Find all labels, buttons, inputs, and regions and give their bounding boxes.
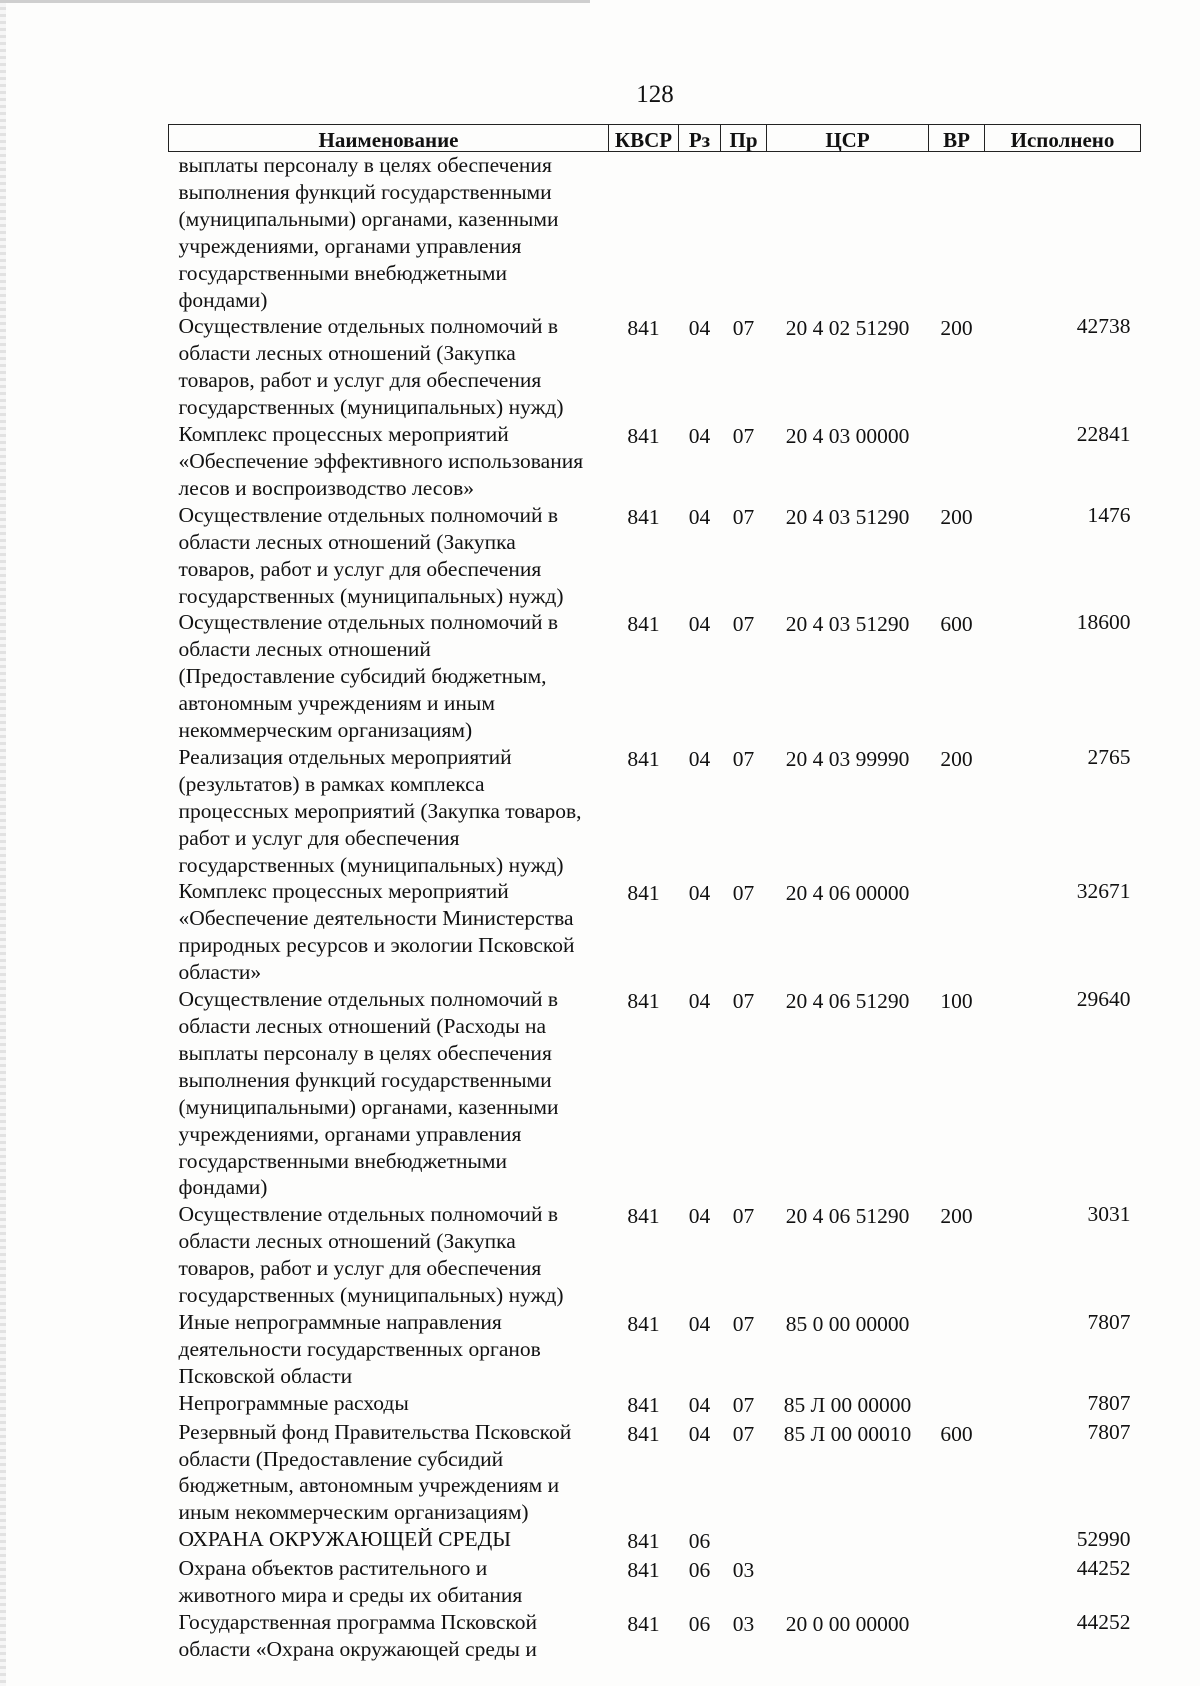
pr-cell xyxy=(721,152,767,314)
name-line: области лесных отношений (Закупка xyxy=(178,1229,516,1254)
name-line: Комплекс процессных мероприятий xyxy=(178,422,509,447)
rz-cell: 04 xyxy=(688,1392,711,1417)
name-line: учреждениями, органами управления xyxy=(178,233,522,258)
kvsr-cell: 841 xyxy=(627,424,660,449)
kvsr-cell xyxy=(609,152,679,314)
vr-cell: 200 xyxy=(940,504,973,529)
kvsr-cell: 841 xyxy=(627,746,660,771)
pr-cell: 07 xyxy=(732,504,755,529)
name-line: Псковской области xyxy=(178,1363,353,1388)
name-line: работ и услуг для обеспечения xyxy=(178,825,460,850)
rz-cell: 04 xyxy=(688,1311,711,1336)
table-row xyxy=(169,152,1141,314)
csr-cell xyxy=(767,1555,929,1609)
name-cell xyxy=(169,878,609,986)
kvsr-cell: 841 xyxy=(627,504,660,529)
pr-cell: 07 xyxy=(732,1204,755,1229)
name-line: государственных (муниципальных) нужд) xyxy=(178,583,564,608)
name-line: товаров, работ и услуг для обеспечения xyxy=(178,556,542,581)
name-line: области» xyxy=(178,960,262,985)
amount-cell: 42738 xyxy=(1076,314,1131,339)
kvsr-cell: 841 xyxy=(627,881,660,906)
table-row xyxy=(169,1555,1141,1609)
name-cell xyxy=(169,1609,609,1663)
amount-cell: 7807 xyxy=(1087,1309,1131,1334)
name-line: товаров, работ и услуг для обеспечения xyxy=(178,1256,542,1281)
rz-cell xyxy=(679,152,721,314)
kvsr-cell: 841 xyxy=(627,1611,660,1636)
budget-table xyxy=(168,124,1141,1663)
table-row xyxy=(169,502,1141,610)
table-row xyxy=(169,744,1141,879)
name-line: государственных (муниципальных) нужд) xyxy=(178,852,564,877)
name-line: некоммерческим организациям) xyxy=(178,718,473,743)
name-cell xyxy=(169,1555,609,1609)
name-line: ОХРАНА ОКРУЖАЮЩЕЙ СРЕДЫ xyxy=(178,1527,512,1552)
name-line: области лесных отношений (Закупка xyxy=(178,341,516,366)
scan-edge-top xyxy=(0,0,590,3)
name-line: Осуществление отдельных полномочий в xyxy=(178,610,559,635)
vr-cell xyxy=(929,1309,985,1390)
rz-cell: 04 xyxy=(688,504,711,529)
page-number: 128 xyxy=(636,81,674,108)
rz-cell: 04 xyxy=(688,989,711,1014)
pr-cell: 07 xyxy=(732,989,755,1014)
name-line: Государственная программа Псковской xyxy=(178,1609,537,1634)
header-row xyxy=(169,125,1141,152)
header-amount: Исполнено xyxy=(985,125,1141,152)
name-cell xyxy=(169,1309,609,1390)
rz-cell: 06 xyxy=(688,1529,711,1554)
name-line: Охрана объектов растительного и xyxy=(178,1556,488,1581)
name-line: Осуществление отдельных полномочий в xyxy=(178,502,559,527)
name-line: «Обеспечение деятельности Министерства xyxy=(178,906,574,931)
name-line: государственных (муниципальных) нужд) xyxy=(178,1283,564,1308)
name-cell xyxy=(169,744,609,879)
kvsr-cell: 841 xyxy=(627,989,660,1014)
rz-cell: 04 xyxy=(688,316,711,341)
amount-cell: 44252 xyxy=(1076,1609,1131,1634)
amount-cell xyxy=(985,152,1141,314)
amount-cell: 32671 xyxy=(1076,879,1131,904)
name-line: учреждениями, органами управления xyxy=(178,1121,522,1146)
csr-cell: 85 Л 00 00010 xyxy=(783,1421,912,1446)
table-row xyxy=(169,313,1141,421)
table-row xyxy=(169,1609,1141,1663)
csr-cell: 20 4 06 00000 xyxy=(785,881,910,906)
name-line: области лесных отношений xyxy=(178,637,431,662)
name-line: государственными внебюджетными xyxy=(178,260,508,285)
kvsr-cell: 841 xyxy=(627,1311,660,1336)
vr-cell xyxy=(929,1555,985,1609)
name-line: товаров, работ и услуг для обеспечения xyxy=(178,368,542,393)
name-line: государственными внебюджетными xyxy=(178,1148,508,1173)
csr-cell: 20 4 02 51290 xyxy=(785,316,910,341)
table-row xyxy=(169,1419,1141,1527)
name-line: (результатов) в рамках комплекса xyxy=(178,771,485,796)
name-line: фондами) xyxy=(178,1175,268,1200)
amount-cell: 18600 xyxy=(1076,610,1131,635)
csr-cell xyxy=(767,152,929,314)
name-line: (муниципальными) органами, казенными xyxy=(178,206,559,231)
header-csr: ЦСР xyxy=(767,125,929,152)
header-pr: Пр xyxy=(721,125,767,152)
vr-cell xyxy=(929,1609,985,1663)
vr-cell xyxy=(929,878,985,986)
amount-cell: 22841 xyxy=(1076,422,1131,447)
name-line: выплаты персоналу в целях обеспечения xyxy=(178,1040,552,1065)
amount-cell: 29640 xyxy=(1076,987,1131,1012)
name-line: государственных (муниципальных) нужд) xyxy=(178,395,564,420)
name-line: области лесных отношений (Закупка xyxy=(178,529,516,554)
name-line: Осуществление отдельных полномочий в xyxy=(178,314,559,339)
name-cell xyxy=(169,609,609,744)
amount-cell: 3031 xyxy=(1087,1202,1131,1227)
table-row xyxy=(169,1201,1141,1309)
header-rz: Рз xyxy=(679,125,721,152)
name-line: автономным учреждениям и иным xyxy=(178,691,495,716)
pr-cell: 07 xyxy=(732,746,755,771)
table-row xyxy=(169,1390,1141,1419)
rz-cell: 04 xyxy=(688,424,711,449)
pr-cell xyxy=(721,1526,767,1555)
name-line: области (Предоставление субсидий xyxy=(178,1446,504,1471)
rz-cell: 06 xyxy=(688,1558,711,1583)
vr-cell xyxy=(929,152,985,314)
name-line: «Обеспечение эффективного использования xyxy=(178,448,584,473)
table-row xyxy=(169,421,1141,502)
amount-cell: 7807 xyxy=(1087,1419,1131,1444)
name-cell xyxy=(169,421,609,502)
name-cell xyxy=(169,313,609,421)
name-cell xyxy=(169,1390,609,1419)
pr-cell: 03 xyxy=(732,1558,755,1583)
kvsr-cell: 841 xyxy=(627,612,660,637)
name-cell xyxy=(169,986,609,1201)
amount-cell: 52990 xyxy=(1076,1527,1131,1552)
pr-cell: 07 xyxy=(732,1392,755,1417)
rz-cell: 04 xyxy=(688,746,711,771)
rz-cell: 04 xyxy=(688,881,711,906)
csr-cell: 20 4 03 51290 xyxy=(785,612,910,637)
kvsr-cell: 841 xyxy=(627,1204,660,1229)
name-line: (муниципальными) органами, казенными xyxy=(178,1094,559,1119)
pr-cell: 07 xyxy=(732,1421,755,1446)
name-line: Осуществление отдельных полномочий в xyxy=(178,987,559,1012)
table-row xyxy=(169,609,1141,744)
rz-cell: 06 xyxy=(688,1611,711,1636)
name-cell xyxy=(169,502,609,610)
amount-cell: 7807 xyxy=(1087,1390,1131,1415)
csr-cell: 20 4 03 99990 xyxy=(785,746,910,771)
amount-cell: 2765 xyxy=(1087,744,1131,769)
pr-cell: 07 xyxy=(732,316,755,341)
name-cell xyxy=(169,152,609,314)
pr-cell: 07 xyxy=(732,1311,755,1336)
name-line: выплаты персоналу в целях обеспечения xyxy=(178,153,552,177)
pr-cell: 07 xyxy=(732,881,755,906)
vr-cell xyxy=(929,1390,985,1419)
kvsr-cell: 841 xyxy=(627,1558,660,1583)
kvsr-cell: 841 xyxy=(627,1529,660,1554)
csr-cell: 20 4 06 51290 xyxy=(785,1204,910,1229)
name-line: Комплекс процессных мероприятий xyxy=(178,879,509,904)
kvsr-cell: 841 xyxy=(627,316,660,341)
name-line: Иные непрограммные направления xyxy=(178,1309,502,1334)
name-line: бюджетным, автономным учреждениям и xyxy=(178,1473,560,1498)
amount-cell: 44252 xyxy=(1076,1556,1131,1581)
scan-edge-left xyxy=(0,0,6,1686)
amount-cell: 1476 xyxy=(1087,502,1131,527)
vr-cell: 600 xyxy=(940,1421,973,1446)
header-kvsr: КВСР xyxy=(609,125,679,152)
vr-cell xyxy=(929,1526,985,1555)
name-cell xyxy=(169,1201,609,1309)
table-row xyxy=(169,1526,1141,1555)
name-line: Осуществление отдельных полномочий в xyxy=(178,1202,559,1227)
pr-cell: 03 xyxy=(732,1611,755,1636)
name-line: Непрограммные расходы xyxy=(178,1390,409,1415)
csr-cell: 20 4 03 51290 xyxy=(785,504,910,529)
vr-cell: 200 xyxy=(940,316,973,341)
vr-cell: 600 xyxy=(940,612,973,637)
table-row xyxy=(169,986,1141,1201)
name-line: области «Охрана окружающей среды и xyxy=(178,1636,537,1661)
name-line: процессных мероприятий (Закупка товаров, xyxy=(178,798,582,823)
csr-cell: 85 Л 00 00000 xyxy=(783,1392,912,1417)
name-line: иным некоммерческим организациям) xyxy=(178,1500,529,1525)
header-vr: ВР xyxy=(929,125,985,152)
table-row xyxy=(169,1309,1141,1390)
name-line: животного мира и среды их обитания xyxy=(178,1583,523,1608)
vr-cell: 100 xyxy=(940,989,973,1014)
rz-cell: 04 xyxy=(688,1421,711,1446)
name-line: Реализация отдельных мероприятий xyxy=(178,744,512,769)
rz-cell: 04 xyxy=(688,1204,711,1229)
pr-cell: 07 xyxy=(732,612,755,637)
table-header xyxy=(169,125,1141,152)
vr-cell xyxy=(929,421,985,502)
kvsr-cell: 841 xyxy=(627,1392,660,1417)
csr-cell: 85 0 00 00000 xyxy=(785,1311,910,1336)
header-name: Наименование xyxy=(169,125,609,152)
vr-cell: 200 xyxy=(940,746,973,771)
table-row xyxy=(169,878,1141,986)
csr-cell: 20 0 00 00000 xyxy=(785,1611,910,1636)
csr-cell: 20 4 06 51290 xyxy=(785,989,910,1014)
name-cell xyxy=(169,1419,609,1527)
name-line: лесов и воспроизводство лесов» xyxy=(178,475,474,500)
name-line: (Предоставление субсидий бюджетным, xyxy=(178,664,547,689)
name-line: области лесных отношений (Расходы на xyxy=(178,1014,547,1038)
name-cell xyxy=(169,1526,609,1555)
name-line: природных ресурсов и экологии Псковской xyxy=(178,933,575,958)
kvsr-cell: 841 xyxy=(627,1421,660,1446)
name-line: выполнения функций государственными xyxy=(178,179,552,204)
csr-cell: 20 4 03 00000 xyxy=(785,424,910,449)
csr-cell xyxy=(767,1526,929,1555)
name-line: Резервный фонд Правительства Псковской xyxy=(178,1419,572,1444)
table-body xyxy=(169,152,1141,1663)
rz-cell: 04 xyxy=(688,612,711,637)
name-line: выполнения функций государственными xyxy=(178,1067,552,1092)
vr-cell: 200 xyxy=(940,1204,973,1229)
name-line: фондами) xyxy=(178,287,268,312)
pr-cell: 07 xyxy=(732,424,755,449)
name-line: деятельности государственных органов xyxy=(178,1336,541,1361)
